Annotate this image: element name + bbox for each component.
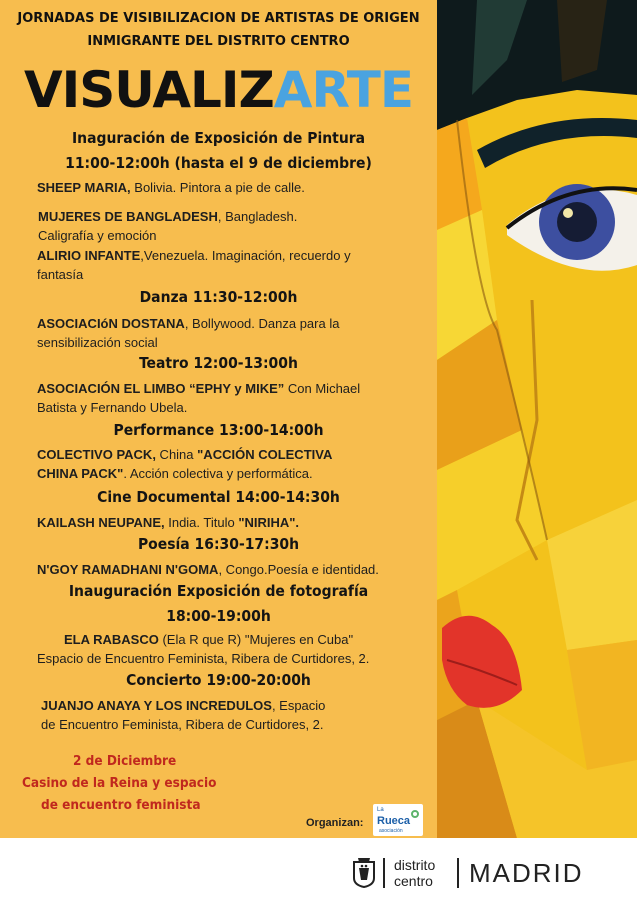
footer-divider-2: [457, 858, 459, 888]
entry-el-limbo-line2: Batista y Fernando Ubela.: [37, 400, 188, 415]
la-rueca-logo-name: Rueca: [377, 815, 411, 827]
section-title-performance: Performance 13:00-14:00h: [113, 421, 324, 439]
entry-name: SHEEP MARIA,: [37, 180, 131, 195]
header-line-2: INMIGRANTE DEL DISTRITO CENTRO: [87, 34, 350, 49]
entry-name: MUJERES DE BANGLADESH: [38, 209, 218, 224]
event-date: 2 de Diciembre: [73, 753, 177, 769]
la-rueca-logo: [373, 804, 423, 836]
entry-text: Con Michael: [284, 381, 361, 396]
entry-dostana: [37, 315, 339, 332]
entry-quote: "ACCIÓN COLECTIVA: [197, 447, 333, 462]
section-title-teatro: Teatro 12:00-13:00h: [139, 354, 298, 372]
entry-mujeres-bangladesh: [38, 208, 297, 225]
entry-juanjo-anaya-line2: de Encuentro Feminista, Ribera de Curtidores, 2.: [41, 717, 324, 732]
entry-text: (Ela R que R) "Mujeres en Cuba": [158, 632, 354, 647]
brand-title: [0, 63, 437, 117]
entry-colectivo-pack-line2: [37, 465, 313, 482]
madrid-coat-of-arms-icon: [350, 856, 378, 888]
spinning-wheel-icon: [411, 810, 419, 818]
entry-name: JUANJO ANAYA Y LOS INCREDULOS: [41, 698, 272, 713]
entry-mujeres-bangladesh-line2: Caligrafía y emoción: [38, 228, 157, 243]
section-title-concierto: Concierto 19:00-20:00h: [126, 671, 311, 689]
organizers-label: Organizan:: [306, 817, 364, 829]
footer-divider-1: [383, 858, 385, 888]
section-title-cine: Cine Documental 14:00-14:30h: [97, 488, 340, 506]
entry-ela-rabasco-line2: Espacio de Encuentro Feminista, Ribera de Curtidores, 2.: [37, 651, 370, 666]
footer-madrid-wordmark: MADRID: [469, 858, 584, 888]
entry-name: CHINA PACK": [37, 466, 124, 481]
entry-name: ALIRIO INFANTE: [37, 248, 141, 263]
entry-colectivo-pack: [37, 446, 332, 463]
entry-text: . Acción colectiva y performática.: [123, 466, 313, 481]
entry-name: COLECTIVO PACK,: [37, 447, 156, 462]
entry-juanjo-anaya: [41, 697, 325, 714]
section-title-poesia: Poesía 16:30-17:30h: [137, 535, 300, 553]
event-venue-line-1: Casino de la Reina y espacio: [22, 775, 217, 791]
entry-ngoy: [37, 561, 379, 578]
brand-title-part-2: ARTE: [273, 61, 413, 119]
footer-distrito: distrito: [394, 857, 436, 873]
section-title-danza: Danza 11:30-12:00h: [139, 288, 298, 306]
footer-centro: centro: [394, 873, 433, 889]
entry-dostana-line2: sensibilización social: [37, 335, 158, 350]
entry-text: , Espacio: [271, 698, 326, 713]
face-painting-artwork: [437, 0, 637, 838]
entry-el-limbo: [37, 380, 360, 397]
section-title-foto: Inauguración Exposición de fotografía: [68, 582, 369, 600]
entry-name: ELA RABASCO: [64, 632, 159, 647]
entry-name: N'GOY RAMADHANI N'GOMA: [37, 562, 219, 577]
event-venue-line-2: de encuentro feminista: [41, 797, 201, 813]
entry-quote: "NIRIHA".: [238, 515, 300, 530]
entry-ela-rabasco: [64, 631, 353, 648]
entry-text: , Bollywood. Danza para la: [184, 316, 340, 331]
entry-text: ,Venezuela. Imaginación, recuerdo y: [140, 248, 351, 263]
la-rueca-logo-sub: asociación: [379, 828, 403, 834]
entry-text: Bolivia. Pintora a pie de calle.: [130, 180, 305, 195]
entry-alirio-infante: [37, 247, 351, 264]
section-time-pintura: 11:00-12:00h (hasta el 9 de diciembre): [65, 154, 372, 172]
brand-title-part-1: VISUALIZ: [23, 61, 274, 119]
entry-name: KAILASH NEUPANE,: [37, 515, 165, 530]
entry-kailash: [37, 514, 299, 531]
entry-name: ASOCIACIÓN EL LIMBO “EPHY y MIKE”: [37, 381, 285, 396]
entry-sheep-maria: [37, 179, 305, 196]
la-rueca-logo-la: La: [377, 807, 384, 813]
entry-alirio-infante-line2: fantasía: [37, 267, 84, 282]
header-line-1: JORNADAS DE VISIBILIZACION DE ARTISTAS DE ORIGEN: [17, 11, 420, 26]
entry-text: China: [155, 447, 198, 462]
section-title-pintura: Inaguración de Exposición de Pintura: [71, 129, 366, 147]
entry-text: , Bangladesh.: [217, 209, 298, 224]
entry-text: , Congo.Poesía e identidad.: [218, 562, 379, 577]
section-time-foto: 18:00-19:00h: [166, 607, 271, 625]
entry-text: India. Titulo: [164, 515, 239, 530]
entry-name: ASOCIACIóN DOSTANA: [37, 316, 185, 331]
